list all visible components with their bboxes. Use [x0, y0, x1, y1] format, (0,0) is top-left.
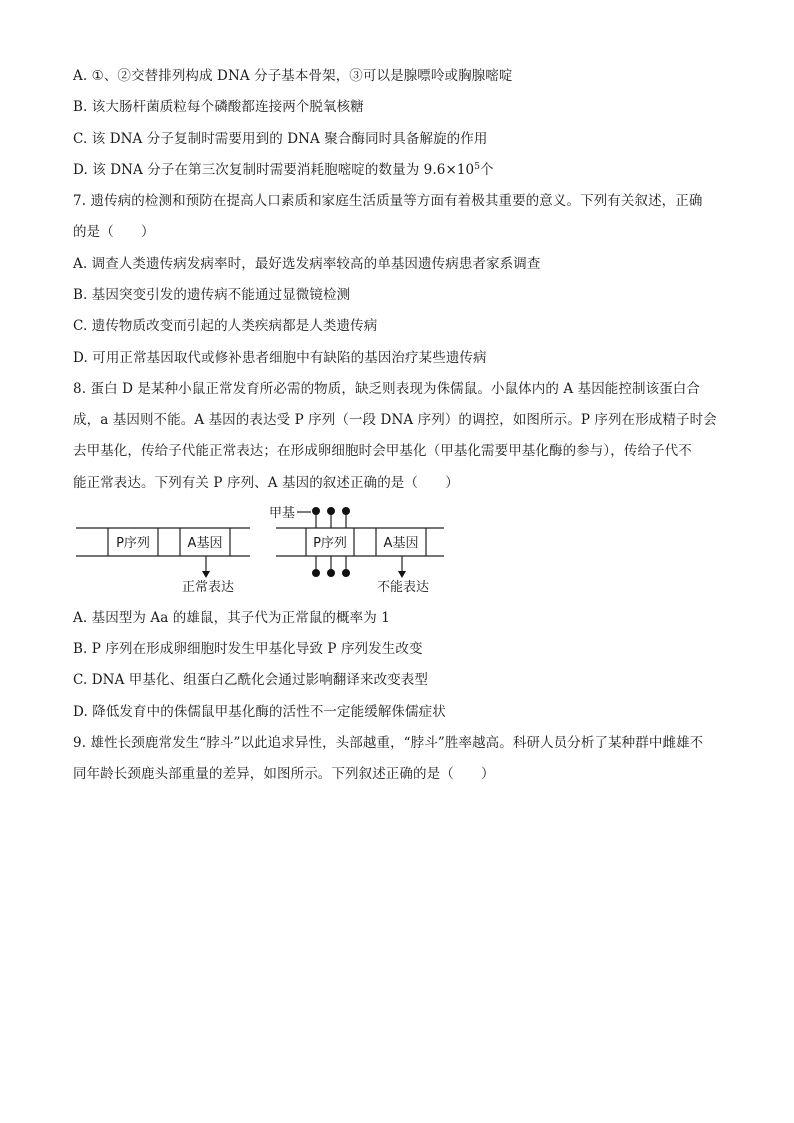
- methyl-dot-top-3: [342, 507, 350, 515]
- q7-option-a: A. 调查人类遗传病发病率时，最好选发病率较高的单基因遗传病患者家系调查: [73, 256, 541, 272]
- right-result-label: 不能表达: [376, 580, 430, 595]
- q8-option-b: B. P 序列在形成卵细胞时发生甲基化导致 P 序列发生改变: [73, 641, 423, 657]
- right-a-gene-label: A基因: [383, 536, 419, 551]
- methylation-figure: [0, 500, 794, 600]
- q8-stem-line-3: 去甲基化，传给子代能正常表达；在形成卵细胞时会甲基化（甲基化需要甲基化酶的参与），传给子代不: [73, 443, 692, 459]
- left-p-sequence-label: P序列: [116, 536, 150, 551]
- q7-stem-line-1: 7. 遗传病的检测和预防在提高人口素质和家庭生活质量等方面有着极其重要的意义。下列有关叙述，正确: [73, 193, 703, 209]
- methyl-dot-bottom-1: [312, 569, 320, 577]
- methyl-dot-top-2: [327, 507, 335, 515]
- q6-option-d-text: D. 该 DNA 分子在第三次复制时需要消耗胞嘧啶的数量为 9.6×10: [73, 162, 475, 178]
- q7-option-c: C. 遗传物质改变而引起的人类疾病都是人类遗传病: [73, 318, 378, 334]
- q9-stem-line-2: 同年龄长颈鹿头部重量的差异，如图所示。下列叙述正确的是（ ）: [73, 766, 495, 782]
- q8-option-a: A. 基因型为 Aa 的雄鼠，其子代为正常鼠的概率为 1: [73, 610, 390, 626]
- q7-option-b: B. 基因突变引发的遗传病不能通过显微镜检测: [73, 287, 351, 303]
- q6-option-d: [73, 161, 734, 179]
- q6-option-c: C. 该 DNA 分子复制时需要用到的 DNA 聚合酶同时具备解旋的作用: [73, 131, 488, 147]
- q6-option-d-unit: 个: [480, 162, 494, 178]
- q8-stem-line-1: 8. 蛋白 D 是某种小鼠正常发育所必需的物质，缺乏则表现为侏儒鼠。小鼠体内的 A 基因能控制该蛋白合: [73, 381, 701, 397]
- q8-option-c: C. DNA 甲基化、组蛋白乙酰化会通过影响翻译来改变表型: [73, 672, 429, 688]
- q8-stem-line-4: 能正常表达。下列有关 P 序列、A 基因的叙述正确的是（ ）: [73, 475, 459, 491]
- q7-option-d: D. 可用正常基因取代或修补患者细胞中有缺陷的基因治疗某些遗传病: [73, 350, 487, 366]
- left-a-gene-label: A基因: [187, 536, 223, 551]
- left-arrow-head: [202, 571, 210, 578]
- methyl-label: 甲基: [268, 506, 296, 521]
- methyl-dot-bottom-3: [342, 569, 350, 577]
- methyl-dot-top-1: [312, 507, 320, 515]
- q9-stem-line-1: 9. 雄性长颈鹿常发生“脖斗”以此追求异性，头部越重，“脖斗”胜率越高。科研人员分析了某种群中雌雄不: [73, 735, 704, 751]
- left-result-label: 正常表达: [181, 580, 235, 595]
- q7-stem-line-2: 的是（ ）: [73, 224, 155, 240]
- q6-option-a: A. ①、②交替排列构成 DNA 分子基本骨架，③可以是腺嘌呤或胸腺嘧啶: [73, 68, 513, 84]
- q6-option-b: B. 该大肠杆菌质粒每个磷酸都连接两个脱氧核糖: [73, 99, 364, 115]
- q8-option-d: D. 降低发育中的侏儒鼠甲基化酶的活性不一定能缓解侏儒症状: [73, 704, 446, 720]
- q8-stem-line-2: 成，a 基因则不能。A 基因的表达受 P 序列（一段 DNA 序列）的调控，如图所示。P 序列在形成精子时会: [73, 412, 717, 428]
- right-arrow-head: [398, 571, 406, 578]
- q6-option-d-exponent: 5: [474, 162, 481, 172]
- methyl-dot-bottom-2: [327, 569, 335, 577]
- right-p-sequence-label: P序列: [313, 536, 347, 551]
